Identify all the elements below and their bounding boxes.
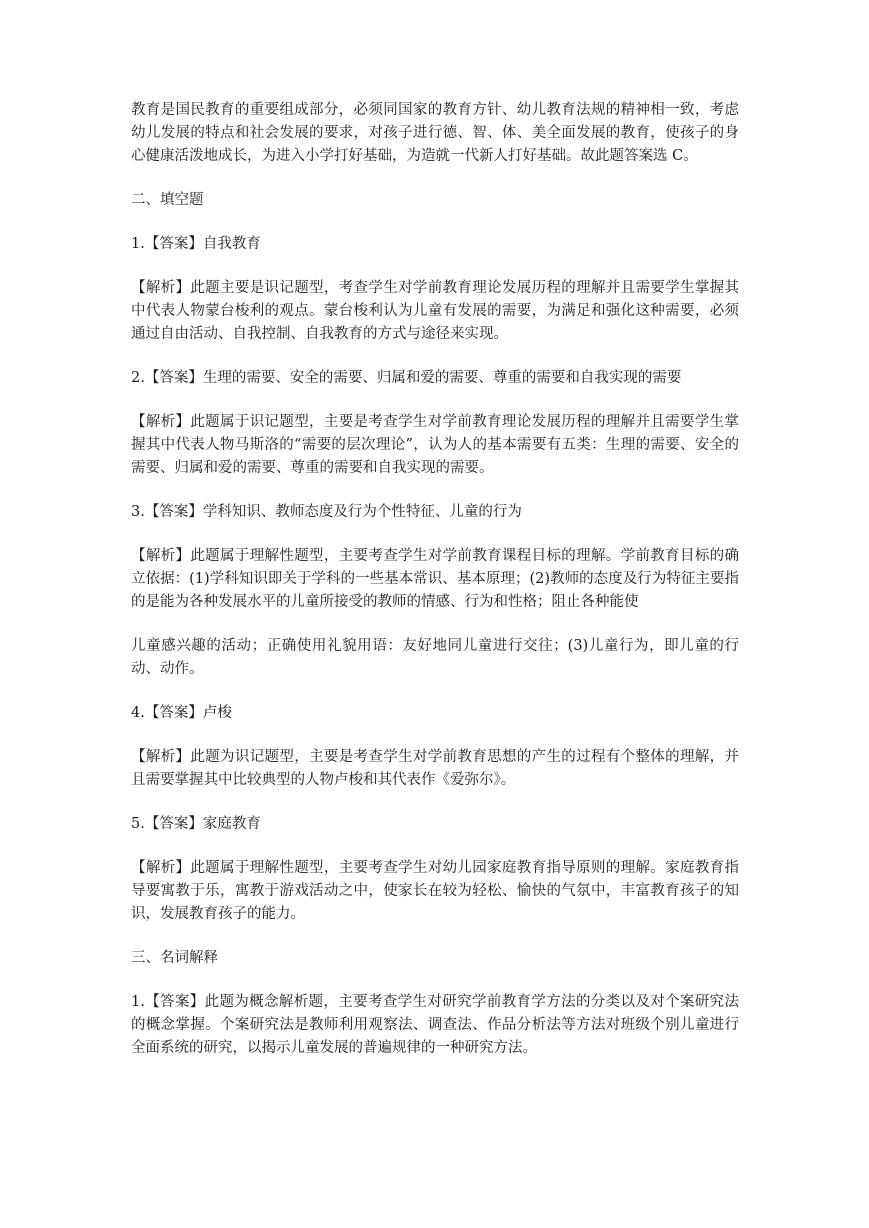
intro-paragraph: 教育是国民教育的重要组成部分，必须同国家的教育方针、幼儿教育法规的精神相一致，考虑幼儿发展的特点和社会发展的要求，对孩子进行德、智、体、美全面发展的教育，使孩子的身心健康活泼地成长，为进入小学打好基础，为造就一代新人打好基础。故此题答案选 C。 xyxy=(131,102,739,164)
document-page xyxy=(131,99,739,1081)
question-1-analysis: 【解析】此题主要是识记题型，考查学生对学前教育理论发展历程的理解并且需要学生掌握其中代表人物蒙台梭利的观点。蒙台梭利认为儿童有发展的需要，为满足和强化这种需要，必须通过自由活动、自我控制、自我教育的方式与途径来实现。 xyxy=(131,280,739,342)
question-4-analysis: 【解析】此题为识记题型，主要是考查学生对学前教育思想的产生的过程有个整体的理解，并且需要掌握其中比较典型的人物卢梭和其代表作《爱弥尔》。 xyxy=(131,749,739,788)
question-2-answer: 2.【答案】生理的需要、安全的需要、归属和爱的需要、尊重的需要和自我实现的需要 xyxy=(131,370,682,386)
section-heading-fill-in-blank: 二、填空题 xyxy=(131,192,204,208)
question-5-answer: 5.【答案】家庭教育 xyxy=(131,816,261,832)
question-2-analysis: 【解析】此题属于识记题型，主要是考查学生对学前教育理论发展历程的理解并且需要学生掌握其中代表人物马斯洛的“需要的层次理论”，认为人的基本需要有五类：生理的需要、安全的需要、归属和爱的需要、尊重的需要和自我实现的需要。 xyxy=(131,414,739,476)
question-1-answer: 1.【答案】自我教育 xyxy=(131,236,261,252)
term-1-answer: 1.【答案】此题为概念解析题，主要考查学生对研究学前教育学方法的分类以及对个案研究法的概念掌握。个案研究法是教师利用观察法、调查法、作品分析法等方法对班级个别儿童进行全面系统的研究，以揭示儿童发展的普遍规律的一种研究方法。 xyxy=(131,994,739,1056)
section-heading-term-explanation: 三、名词解释 xyxy=(131,950,218,966)
question-5-analysis: 【解析】此题属于理解性题型，主要考查学生对幼儿园家庭教育指导原则的理解。家庭教育指导要寓教于乐，寓教于游戏活动之中，使家长在较为轻松、愉快的气氛中，丰富教育孩子的知识，发展教育孩子的能力。 xyxy=(131,860,739,922)
question-3-analysis-part-2: 儿童感兴趣的活动；正确使用礼貌用语：友好地同儿童进行交往；(3)儿童行为，即儿童的行动、动作。 xyxy=(131,638,739,677)
question-3-analysis-part-1: 【解析】此题属于理解性题型，主要考查学生对学前教育课程目标的理解。学前教育目标的确立依据：(1)学科知识即关于学科的一些基本常识、基本原理；(2)教师的态度及行为特征主要指的是能为各种发展水平的儿童所接受的教师的情感、行为和性格；阻止各种能使 xyxy=(131,548,739,610)
question-3-answer: 3.【答案】学科知识、教师态度及行为个性特征、儿童的行为 xyxy=(131,504,522,520)
question-4-answer: 4.【答案】卢梭 xyxy=(131,705,232,721)
